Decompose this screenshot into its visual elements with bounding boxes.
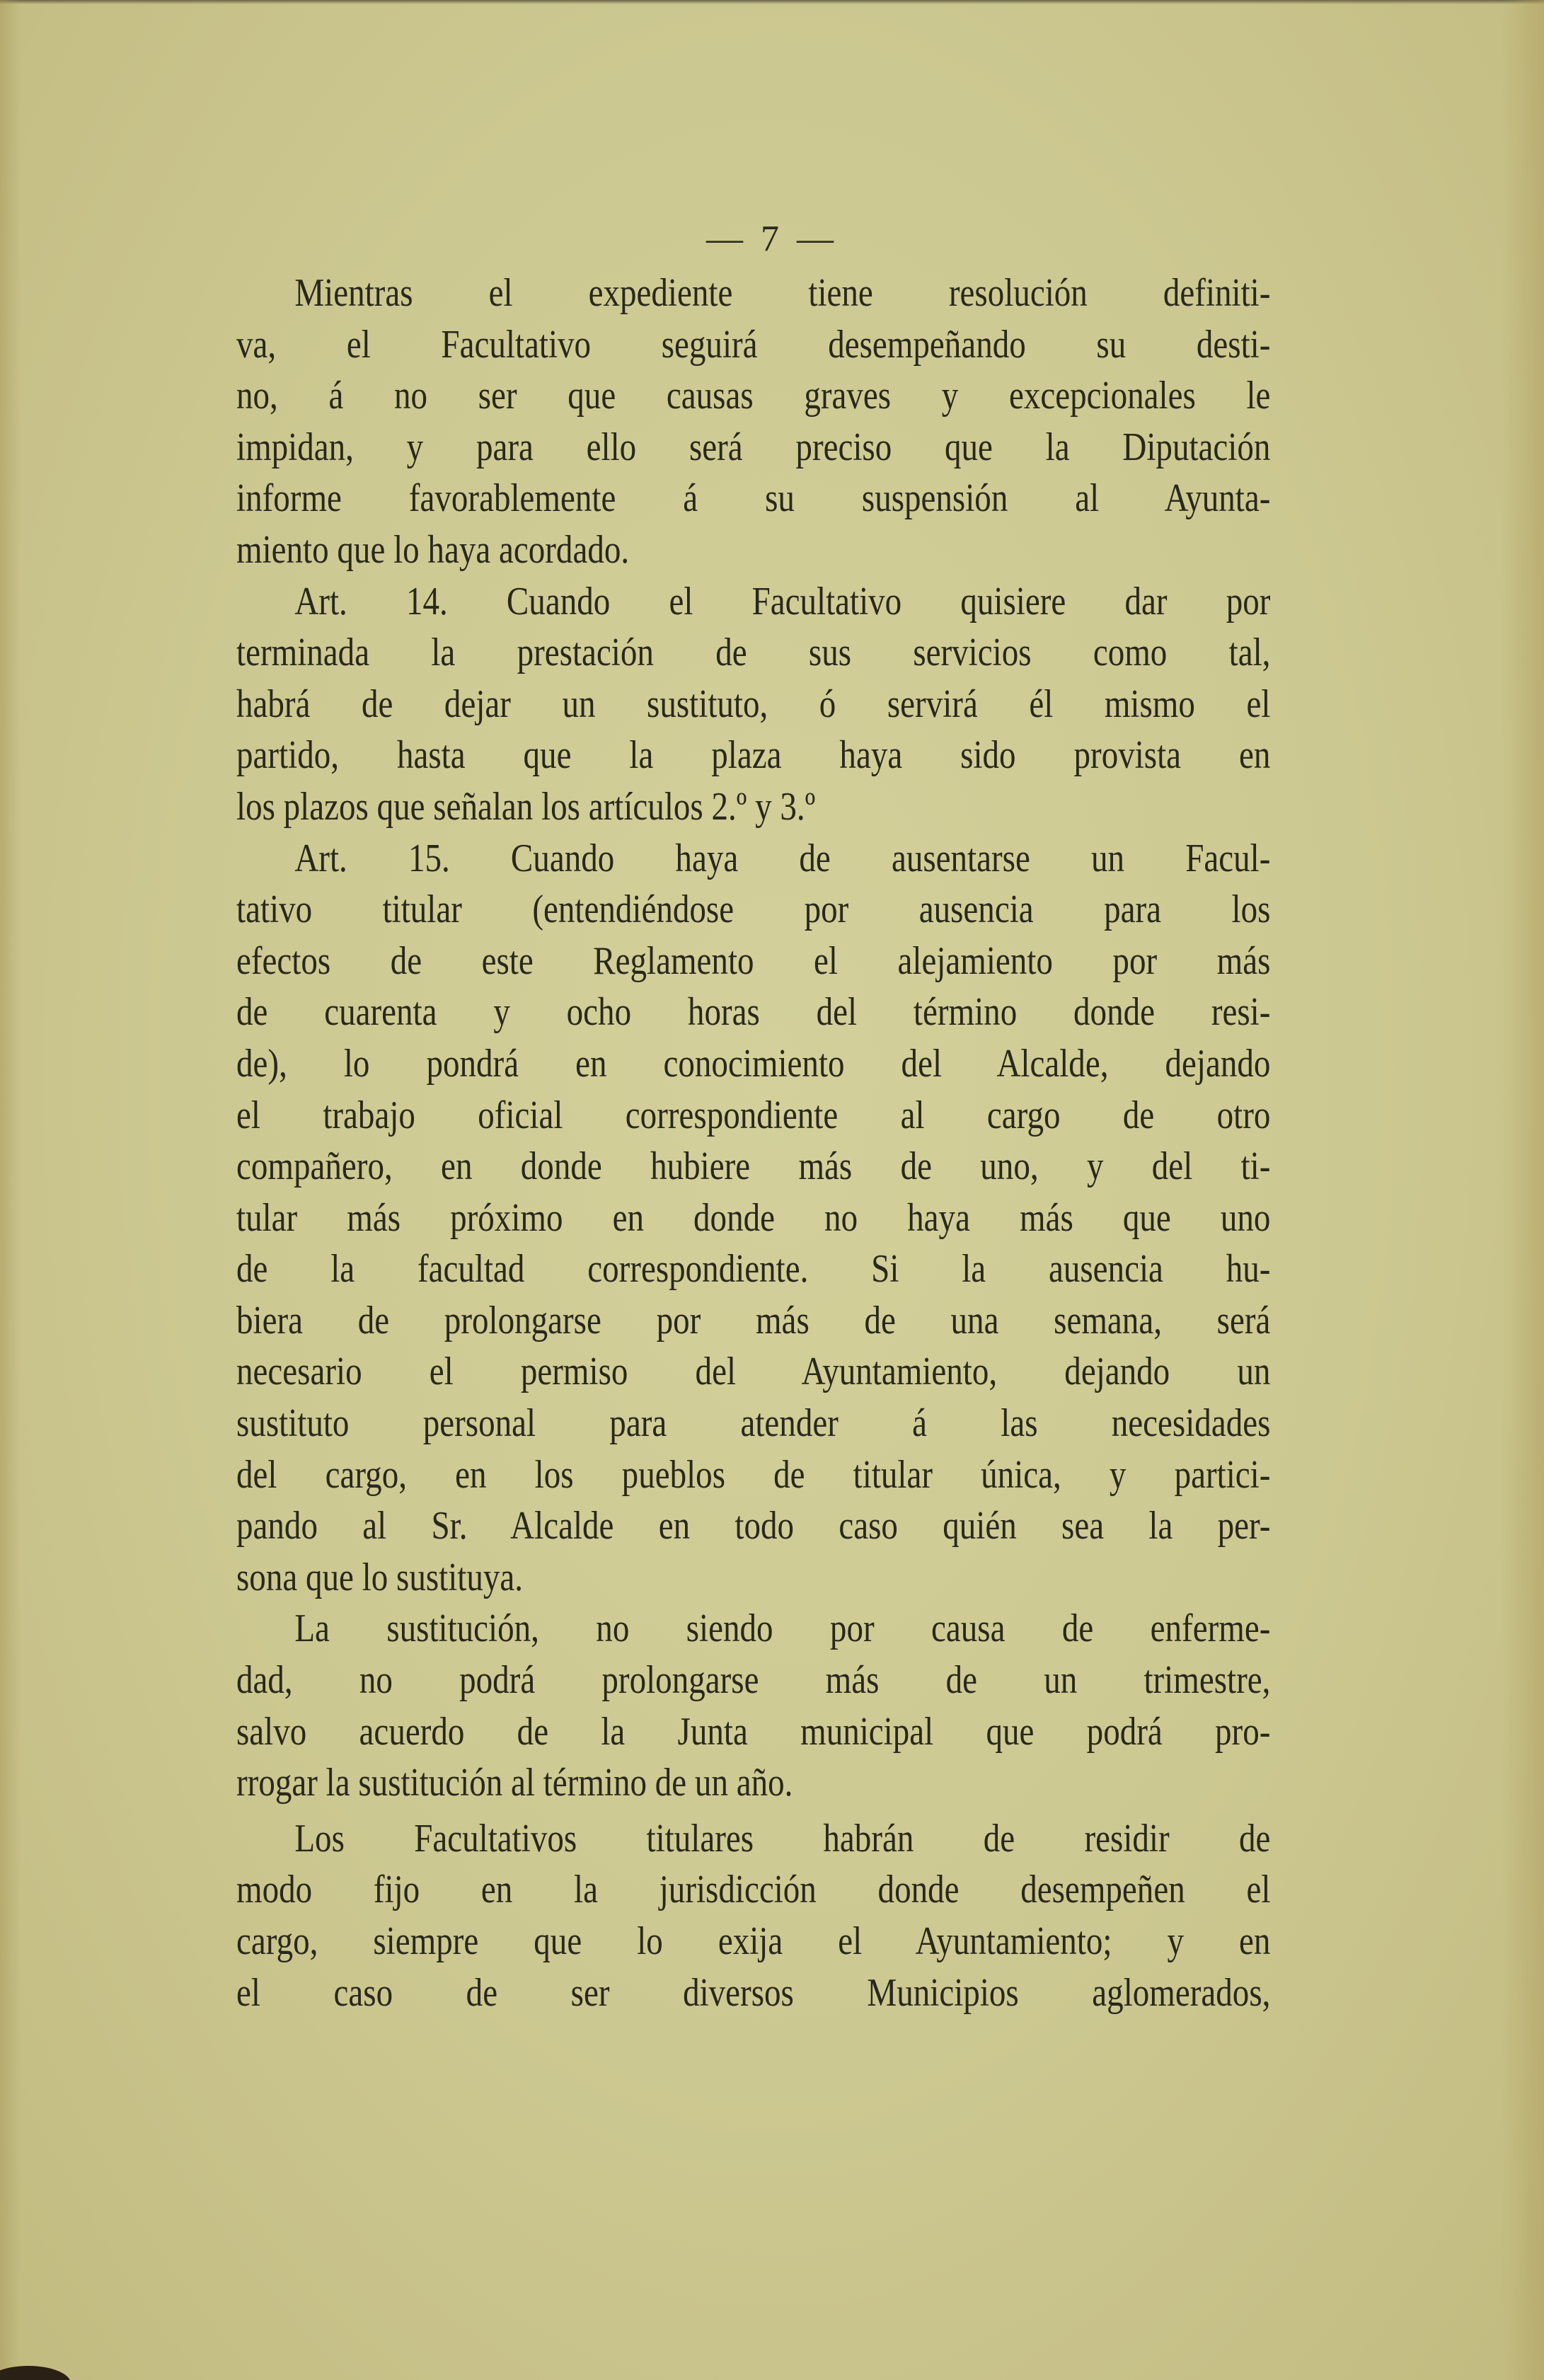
text-line: rrogar la sustitución al término de un año. <box>236 1761 793 1805</box>
text-line: Art. 15. Cuando haya de ausentarse un Facul- <box>294 836 1271 880</box>
text-line: habrá de dejar un sustituto, ó servirá él mismo el <box>236 682 1271 726</box>
text-line: necesario el permiso del Ayuntamiento, dejando un <box>236 1350 1271 1394</box>
text-line: Mientras el expediente tiene resolución definiti- <box>294 271 1271 315</box>
text-line: de la facultad correspondiente. Si la ausencia hu- <box>236 1247 1271 1292</box>
text-line: va, el Facultativo seguirá desempeñando su desti- <box>236 322 1271 367</box>
text-line: de cuarenta y ocho horas del término donde resi- <box>236 990 1271 1035</box>
text-line: modo fijo en la jurisdicción donde desempeñen el <box>236 1868 1271 1912</box>
text-line: tativo titular (entendiéndose por ausencia para los <box>236 887 1271 932</box>
text-line: salvo acuerdo de la Junta municipal que podrá pro- <box>236 1709 1271 1754</box>
text-line: dad, no podrá prolongarse más de un trimestre, <box>236 1658 1271 1703</box>
text-line: impidan, y para ello será preciso que la Diputación <box>236 425 1271 469</box>
paragraph-art-15 <box>236 833 1271 1604</box>
text-line: cargo, siempre que lo exija el Ayuntamiento; y en <box>236 1919 1271 1963</box>
body-text <box>236 268 1271 2018</box>
text-line: Los Facultativos titulares habrán de residir de <box>294 1816 1271 1861</box>
text-line: La sustitución, no siendo por causa de enferme- <box>294 1606 1271 1651</box>
text-line: sustituto personal para atender á las necesidades <box>236 1401 1271 1446</box>
text-line: el trabajo oficial correspondiente al cargo de otro <box>236 1093 1271 1137</box>
text-line: miento que lo haya acordado. <box>236 527 630 572</box>
paragraph <box>236 268 1271 576</box>
paragraph <box>236 1813 1271 2018</box>
text-line: de), lo pondrá en conocimiento del Alcalde, dejando <box>236 1041 1271 1086</box>
text-line: partido, hasta que la plaza haya sido provista en <box>236 733 1271 778</box>
text-line: Art. 14. Cuando el Facultativo quisiere dar por <box>294 579 1271 623</box>
text-line: informe favorablemente á su suspensión al Ayunta- <box>236 476 1271 521</box>
page-right-edge <box>1502 0 1544 2380</box>
page-number: — 7 — <box>706 219 838 259</box>
paragraph <box>236 1603 1271 1808</box>
text-line: pando al Sr. Alcalde en todo caso quién sea la per- <box>236 1504 1271 1548</box>
text-line: el caso de ser diversos Municipios aglomerados, <box>236 1970 1271 2015</box>
text-line: los plazos que señalan los artículos 2.º y 3.º <box>236 784 816 829</box>
text-line: compañero, en donde hubiere más de uno, y del ti- <box>236 1144 1271 1189</box>
text-line: tular más próximo en donde no haya más que uno <box>236 1195 1271 1240</box>
text-line: biera de prolongarse por más de una semana, será <box>236 1298 1271 1343</box>
text-line: no, á no ser que causas graves y excepcionales le <box>236 374 1271 418</box>
paragraph-art-14 <box>236 576 1271 833</box>
page-corner-shadow <box>0 2366 71 2380</box>
page-left-edge <box>0 0 21 2380</box>
text-line: del cargo, en los pueblos de titular única, y partici- <box>236 1452 1271 1497</box>
text-line: sona que lo sustituya. <box>236 1555 524 1599</box>
text-line: terminada la prestación de sus servicios como tal, <box>236 631 1271 675</box>
text-line: efectos de este Reglamento el alejamiento por más <box>236 938 1271 983</box>
page-top-shadow <box>0 0 1544 4</box>
